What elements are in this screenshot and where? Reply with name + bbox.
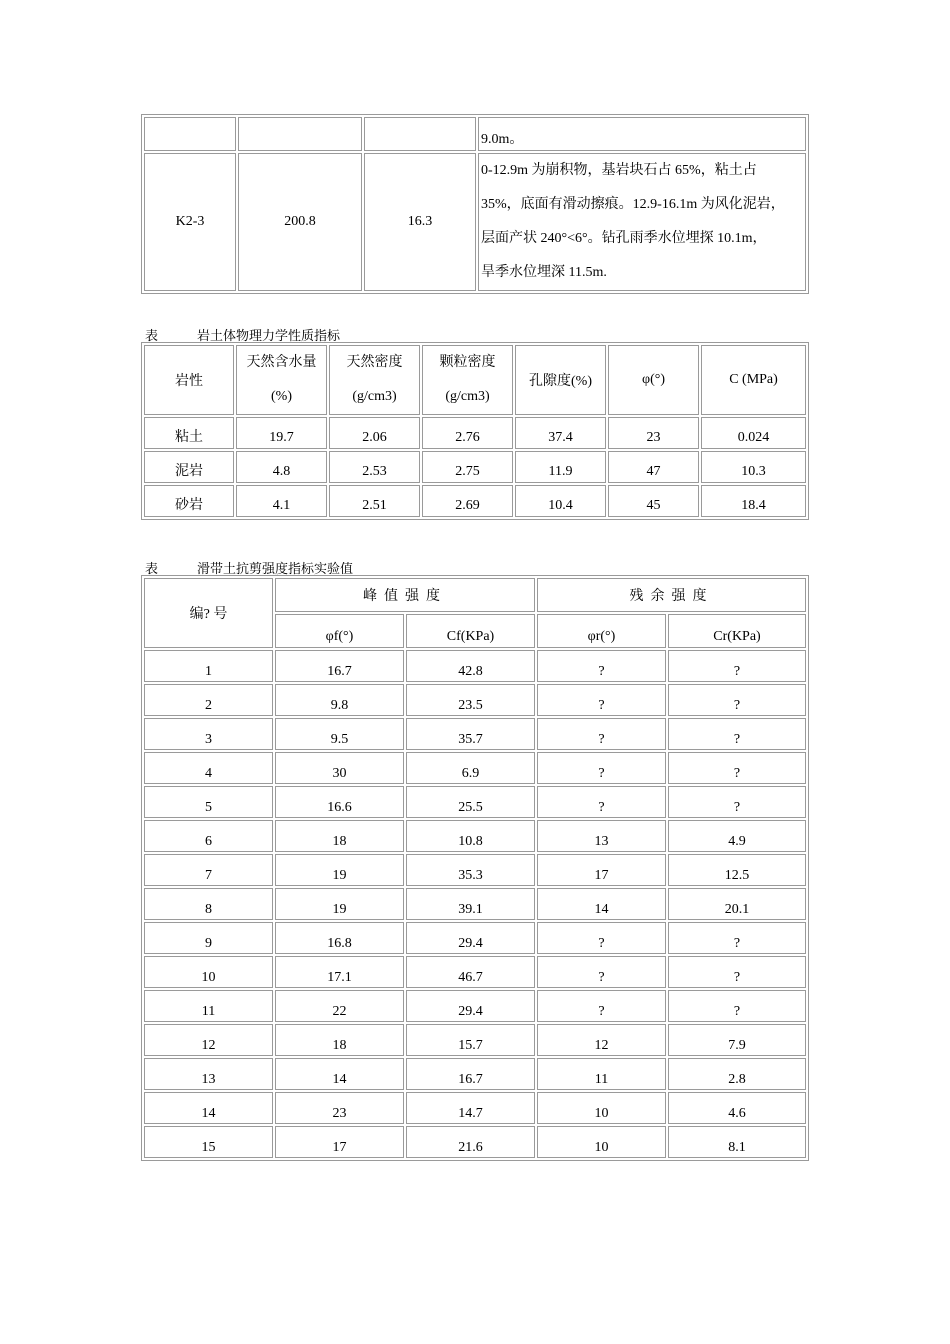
table-body [144, 417, 806, 517]
table-cell: 37.4 [515, 417, 606, 449]
table-cell: 15 [144, 1126, 273, 1158]
table-cell: 14 [144, 1092, 273, 1124]
caption-title: 岩土体物理力学性质指标 [197, 328, 341, 343]
table-cell: 13 [144, 1058, 273, 1090]
table-cell: K2-3 [144, 153, 236, 291]
table-cell: 9 [144, 922, 273, 954]
table-cell: ? [668, 650, 806, 682]
caption-title: 滑带土抗剪强度指标实验值 [197, 561, 354, 576]
table-cell: 9.5 [275, 718, 404, 750]
shear-strength-table [141, 575, 809, 1161]
table-cell: 46.7 [406, 956, 535, 988]
table-row [144, 752, 806, 784]
table-cell [238, 117, 362, 151]
table-row [144, 718, 806, 750]
table-row [144, 485, 806, 517]
table-cell: 9.0m。 [478, 117, 806, 151]
table-row [144, 1126, 806, 1158]
table-cell: 粘土 [144, 417, 234, 449]
table-cell: 12.5 [668, 854, 806, 886]
table-cell: 6 [144, 820, 273, 852]
table-cell: 18 [275, 820, 404, 852]
table-cell: 12 [144, 1024, 273, 1056]
rock-properties-table [141, 342, 809, 520]
header-water [236, 345, 327, 415]
table-row [144, 786, 806, 818]
table-cell: 2.53 [329, 451, 420, 483]
table-cell: 8 [144, 888, 273, 920]
table-cell: ? [537, 650, 666, 682]
table-cell: 16.7 [406, 1058, 535, 1090]
description-line: 旱季水位埋深 11.5m. [481, 265, 607, 280]
table-row [144, 1092, 806, 1124]
table-row [144, 956, 806, 988]
caption-label: 表 [145, 561, 159, 576]
table-cell: 2.76 [422, 417, 513, 449]
table-cell: 7 [144, 854, 273, 886]
header-phir: φr(°) [537, 614, 666, 648]
table-cell: 16.7 [275, 650, 404, 682]
table-cell: 25.5 [406, 786, 535, 818]
header-phif: φf(°) [275, 614, 404, 648]
table-header-row [144, 578, 806, 612]
table-cell: 14 [537, 888, 666, 920]
table-cell: 19.7 [236, 417, 327, 449]
header-peak-strength: 峰值强度 [275, 578, 535, 612]
table-cell: 5 [144, 786, 273, 818]
table-cell: ? [668, 752, 806, 784]
table-cell: ? [537, 684, 666, 716]
table-cell: 2.75 [422, 451, 513, 483]
header-c: C (MPa) [701, 345, 806, 415]
table-cell: ? [668, 990, 806, 1022]
table-cell: 18.4 [701, 485, 806, 517]
table-cell: 18 [275, 1024, 404, 1056]
table-cell: ? [668, 718, 806, 750]
table-row [144, 417, 806, 449]
table-cell: 23 [275, 1092, 404, 1124]
table-cell: ? [668, 922, 806, 954]
table-cell: 20.1 [668, 888, 806, 920]
table-cell: ? [668, 684, 806, 716]
table-row [144, 451, 806, 483]
header-line: 天然含水量 [246, 355, 317, 370]
header-line: 天然密度 [346, 355, 403, 370]
table-body [144, 650, 806, 1158]
table-cell: ? [537, 990, 666, 1022]
table-cell: 29.4 [406, 922, 535, 954]
table-cell [144, 117, 236, 151]
table-cell: 泥岩 [144, 451, 234, 483]
table-cell: 4.1 [236, 485, 327, 517]
table-cell: 29.4 [406, 990, 535, 1022]
header-line: 颗粒密度 [439, 355, 496, 370]
table-cell: 15.7 [406, 1024, 535, 1056]
table-row [144, 888, 806, 920]
table-cell: ? [537, 752, 666, 784]
table-cell: ? [537, 956, 666, 988]
table-cell: ? [537, 786, 666, 818]
header-phi: φ(°) [608, 345, 699, 415]
table-cell: 2.69 [422, 485, 513, 517]
table-cell: 1 [144, 650, 273, 682]
caption-label: 表 [145, 328, 159, 343]
table-row [144, 117, 806, 151]
table-cell: 13 [537, 820, 666, 852]
table-cell: 19 [275, 888, 404, 920]
header-cf: Cf(KPa) [406, 614, 535, 648]
table-cell: 4.8 [236, 451, 327, 483]
table-cell: 200.8 [238, 153, 362, 291]
table-cell: 10 [537, 1126, 666, 1158]
header-rock: 岩性 [144, 345, 234, 415]
table-cell: 23 [608, 417, 699, 449]
description-line: 35%，底面有滑动擦痕。12.9-16.1m 为风化泥岩， [481, 197, 785, 212]
table-cell: 10.4 [515, 485, 606, 517]
header-cr: Cr(KPa) [668, 614, 806, 648]
table-cell: ? [537, 922, 666, 954]
table-cell: 23.5 [406, 684, 535, 716]
table-cell: 30 [275, 752, 404, 784]
header-grain-density [422, 345, 513, 415]
header-natural-density [329, 345, 420, 415]
table-cell: 2 [144, 684, 273, 716]
table-cell: 8.1 [668, 1126, 806, 1158]
table-row [144, 922, 806, 954]
table-row [144, 1058, 806, 1090]
table-cell: 11.9 [515, 451, 606, 483]
table-cell: ? [668, 786, 806, 818]
table-row [144, 820, 806, 852]
table-cell: 0.024 [701, 417, 806, 449]
table-row [144, 684, 806, 716]
table-cell: 4.6 [668, 1092, 806, 1124]
header-porosity: 孔隙度(%) [515, 345, 606, 415]
table-row [144, 854, 806, 886]
header-line: (g/cm3) [445, 389, 490, 404]
table-cell: 17 [275, 1126, 404, 1158]
table-cell: 16.6 [275, 786, 404, 818]
table-cell: 14.7 [406, 1092, 535, 1124]
table-cell: 10.8 [406, 820, 535, 852]
table-cell: 2.8 [668, 1058, 806, 1090]
header-residual-strength: 残余强度 [537, 578, 806, 612]
table-cell: 17.1 [275, 956, 404, 988]
table-cell: 35.3 [406, 854, 535, 886]
table-row [144, 1024, 806, 1056]
table-cell: 17 [537, 854, 666, 886]
table-cell: 11 [537, 1058, 666, 1090]
table-cell: 2.51 [329, 485, 420, 517]
table-cell: ? [668, 956, 806, 988]
table-row [144, 650, 806, 682]
description-cell [478, 153, 806, 291]
table-row [144, 990, 806, 1022]
table-cell: 12 [537, 1024, 666, 1056]
table-cell: 47 [608, 451, 699, 483]
description-line: 0-12.9m 为崩积物，基岩块石占 65%，粘土占 [481, 163, 757, 178]
table-cell [364, 117, 476, 151]
table-cell: 22 [275, 990, 404, 1022]
table-cell: 10.3 [701, 451, 806, 483]
table-cell: 7.9 [668, 1024, 806, 1056]
table-cell: 21.6 [406, 1126, 535, 1158]
table-cell: 19 [275, 854, 404, 886]
table-cell: 10 [537, 1092, 666, 1124]
header-line: (%) [271, 389, 292, 404]
borehole-table [141, 114, 809, 294]
table-header-row [144, 345, 806, 415]
table-row [144, 153, 806, 291]
table-cell: 4 [144, 752, 273, 784]
table-cell: 砂岩 [144, 485, 234, 517]
header-number: 编? 号 [144, 578, 273, 648]
table-cell: 45 [608, 485, 699, 517]
table-cell: 11 [144, 990, 273, 1022]
header-line: (g/cm3) [352, 389, 397, 404]
table-cell: 9.8 [275, 684, 404, 716]
table-cell: 10 [144, 956, 273, 988]
table-cell: 16.3 [364, 153, 476, 291]
table-cell: 4.9 [668, 820, 806, 852]
table-cell: ? [537, 718, 666, 750]
table-cell: 35.7 [406, 718, 535, 750]
table-cell: 14 [275, 1058, 404, 1090]
description-line: 层面产状 240°<6°。钻孔雨季水位埋探 10.1m， [481, 231, 767, 246]
table-cell: 2.06 [329, 417, 420, 449]
table-cell: 39.1 [406, 888, 535, 920]
table-cell: 16.8 [275, 922, 404, 954]
table-cell: 6.9 [406, 752, 535, 784]
table-cell: 42.8 [406, 650, 535, 682]
table-cell: 3 [144, 718, 273, 750]
